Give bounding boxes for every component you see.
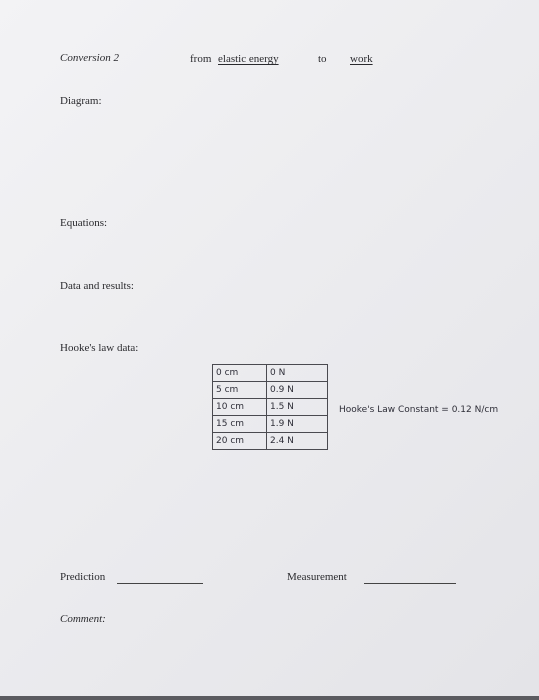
force-cell: 2.4 N bbox=[267, 433, 328, 450]
length-cell: 15 cm bbox=[213, 416, 267, 433]
table-row bbox=[213, 416, 328, 433]
prediction-label: Prediction bbox=[60, 571, 106, 583]
prediction-blank bbox=[117, 582, 203, 584]
to-label: to bbox=[318, 53, 327, 65]
data-results-heading: Data and results: bbox=[60, 280, 134, 292]
diagram-heading: Diagram: bbox=[60, 95, 102, 107]
table-row bbox=[213, 399, 328, 416]
hookes-law-data-heading: Hooke's law data: bbox=[60, 342, 139, 354]
length-cell: 10 cm bbox=[213, 399, 267, 416]
measurement-label: Measurement bbox=[287, 571, 347, 583]
to-value: work bbox=[350, 53, 373, 65]
from-label: from bbox=[190, 53, 212, 65]
conversion-label: Conversion 2 bbox=[60, 52, 119, 64]
table-row bbox=[213, 433, 328, 450]
force-cell: 0.9 N bbox=[267, 382, 328, 399]
page-bottom-edge bbox=[0, 696, 539, 700]
table-row bbox=[213, 382, 328, 399]
hooke-data-table bbox=[212, 364, 328, 450]
from-value: elastic energy bbox=[218, 53, 279, 65]
force-cell: 1.9 N bbox=[267, 416, 328, 433]
table-row bbox=[213, 365, 328, 382]
comment-label: Comment: bbox=[60, 613, 106, 625]
hookes-constant-note: Hooke's Law Constant = 0.12 N/cm bbox=[339, 405, 499, 415]
measurement-blank bbox=[364, 582, 456, 584]
length-cell: 20 cm bbox=[213, 433, 267, 450]
force-cell: 0 N bbox=[267, 365, 328, 382]
force-cell: 1.5 N bbox=[267, 399, 328, 416]
length-cell: 0 cm bbox=[213, 365, 267, 382]
equations-heading: Equations: bbox=[60, 217, 108, 229]
length-cell: 5 cm bbox=[213, 382, 267, 399]
